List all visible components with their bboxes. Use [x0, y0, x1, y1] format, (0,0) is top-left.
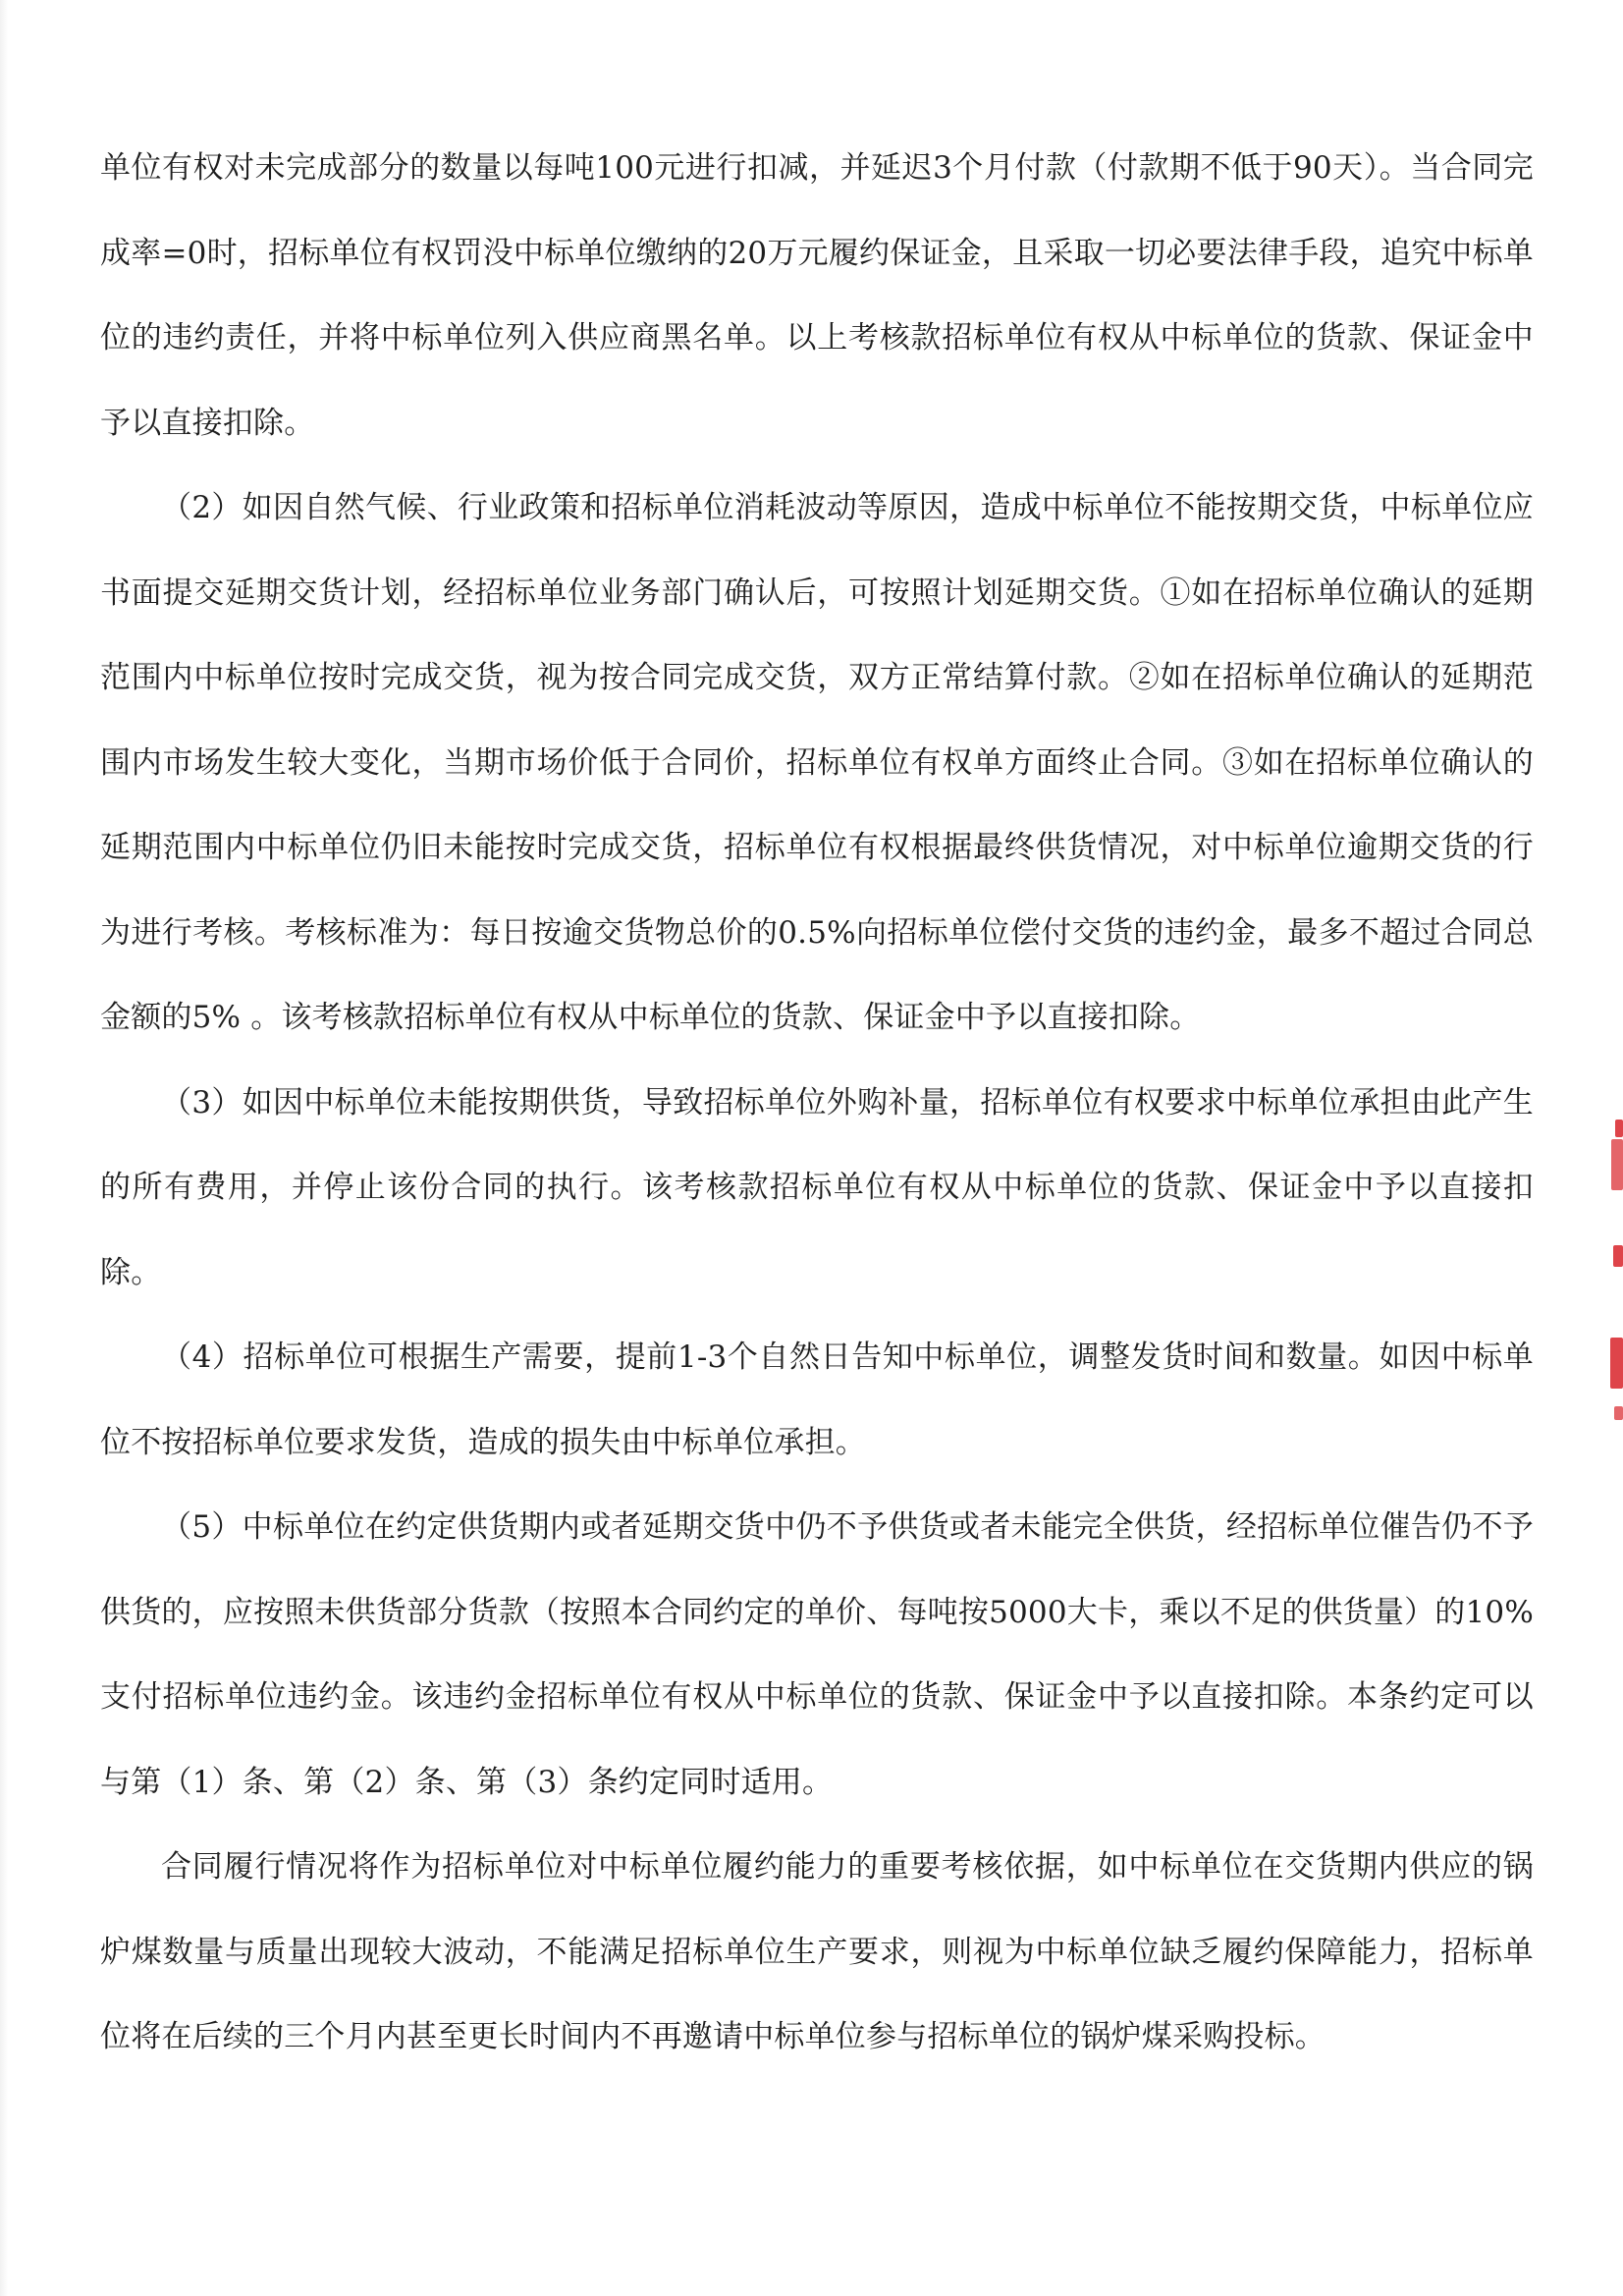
seal-fragment-mark [1610, 1338, 1623, 1389]
paragraph-performance-evaluation: 合同履行情况将作为招标单位对中标单位履约能力的重要考核依据，如中标单位在交货期内供应的锅炉煤数量与质量出现较大波动，不能满足招标单位生产要求，则视为中标单位缺乏履约保障能力，招标单位将在后续的三个月内甚至更长时间内不再邀请中标单位参与招标单位的锅炉煤采购投标。 [100, 1849, 1534, 2054]
paragraph-continuation: 单位有权对未完成部分的数量以每吨100元进行扣减，并延迟3个月付款（付款期不低于90天）。当合同完成率=0时，招标单位有权罚没中标单位缴纳的20万元履约保证金，且采取一切必要法律手段，追究中标单位的违约责任，并将中标单位列入供应商黑名单。以上考核款招标单位有权从中标单位的货款、保证金中予以直接扣除。 [100, 150, 1534, 441]
paragraph-clause-3: （3）如因中标单位未能按期供货，导致招标单位外购补量，招标单位有权要求中标单位承担由此产生的所有费用，并停止该份合同的执行。该考核款招标单位有权从中标单位的货款、保证金中予以直接扣除。 [100, 1084, 1534, 1290]
paragraph-clause-5: （5）中标单位在约定供货期内或者延期交货中仍不予供货或者未能完全供货，经招标单位催告仍不予供货的，应按照未供货部分货款（按照本合同约定的单价、每吨按5000大卡，乘以不足的供货量）的10%支付招标单位违约金。该违约金招标单位有权从中标单位的货款、保证金中予以直接扣除。本条约定可以与第（1）条、第（2）条、第（3）条约定同时适用。 [100, 1509, 1534, 1800]
seal-fragment-mark [1611, 1139, 1623, 1190]
seal-fragment-mark [1615, 1120, 1623, 1137]
scan-edge-shadow [0, 0, 8, 2296]
paragraph-clause-2: （2）如因自然气候、行业政策和招标单位消耗波动等原因，造成中标单位不能按期交货，中标单位应书面提交延期交货计划，经招标单位业务部门确认后，可按照计划延期交货。①如在招标单位确认的延期范围内中标单位按时完成交货，视为按合同完成交货，双方正常结算付款。②如在招标单位确认的延期范围内市场发生较大变化，当期市场价低于合同价，招标单位有权单方面终止合同。③如在招标单位确认的延期范围内中标单位仍旧未能按时完成交货，招标单位有权根据最终供货情况，对中标单位逾期交货的行为进行考核。考核标准为：每日按逾交货物总价的0.5%向招标单位偿付交货的违约金，最多不超过合同总金额的5% 。该考核款招标单位有权从中标单位的货款、保证金中予以直接扣除。 [100, 490, 1534, 1035]
document-body [100, 126, 1534, 2080]
paragraph-clause-4: （4）招标单位可根据生产需要，提前1-3个自然日告知中标单位，调整发货时间和数量。如因中标单位不按招标单位要求发货，造成的损失由中标单位承担。 [100, 1339, 1534, 1460]
seal-fragment-mark [1614, 1406, 1623, 1420]
seal-fragment-mark [1613, 1245, 1623, 1267]
